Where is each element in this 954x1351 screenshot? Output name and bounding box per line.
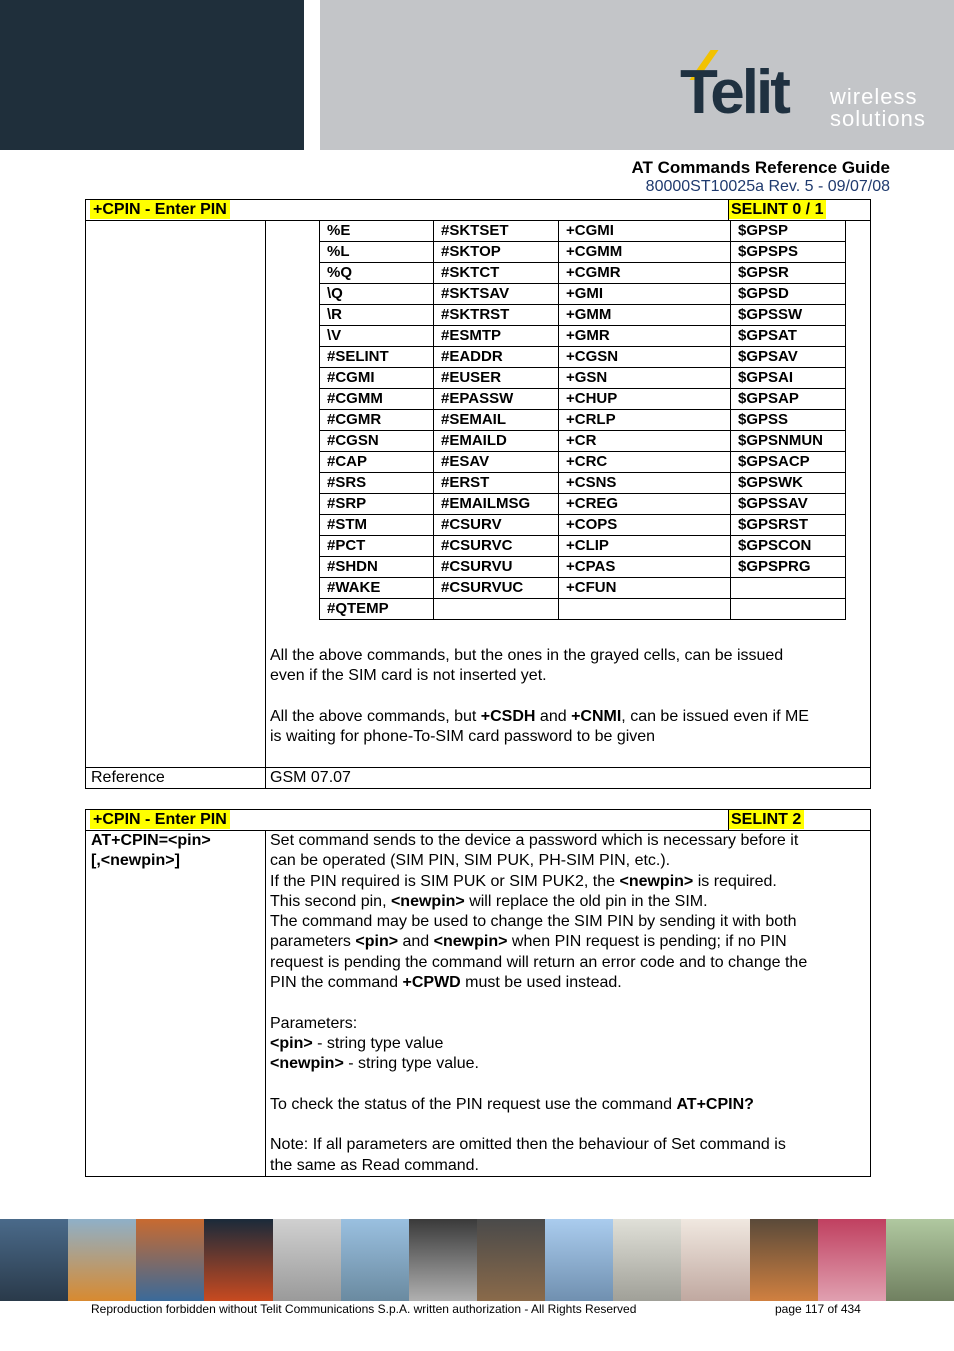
command-syntax-line: AT+CPIN=<pin> <box>91 832 211 849</box>
commands-row <box>320 452 846 473</box>
note-sim-not-inserted <box>270 646 783 687</box>
footer-photo <box>681 1219 749 1301</box>
command-cell: #ESMTP <box>434 326 559 347</box>
command-cell: #SKTRST <box>434 305 559 326</box>
desc-bold: +CPWD <box>402 974 461 992</box>
command-cell: +GMM <box>559 305 731 326</box>
footer-photo <box>273 1219 341 1301</box>
desc-bold: <pin> <box>355 933 399 951</box>
command-cell: #SEMAIL <box>434 410 559 431</box>
commands-row <box>320 368 846 389</box>
param-name: <pin> <box>270 1034 313 1052</box>
command-cell: $GPSNMUN <box>731 431 846 452</box>
commands-row <box>320 431 846 452</box>
command-cell: +GMR <box>559 326 731 347</box>
desc-bold: <newpin> <box>390 892 465 910</box>
commands-row <box>320 494 846 515</box>
commands-row <box>320 305 846 326</box>
command-cell: $GPSR <box>731 263 846 284</box>
selint-badge: SELINT 2 <box>728 810 804 829</box>
command-cell: +CSNS <box>559 473 731 494</box>
command-cell <box>731 578 846 599</box>
command-cell: #QTEMP <box>320 599 434 620</box>
note-bold: +CNMI <box>571 708 622 725</box>
command-cell <box>731 599 846 620</box>
command-cell: #EPASSW <box>434 389 559 410</box>
command-cell: $GPSAI <box>731 368 846 389</box>
commands-row <box>320 326 846 347</box>
desc-text: If the PIN required is SIM PUK or SIM PUK2, the <box>270 872 620 890</box>
selint-badge: SELINT 0 / 1 <box>728 200 826 219</box>
note-phone-to-sim <box>270 707 809 748</box>
column-divider <box>265 830 266 1176</box>
footer-photo <box>136 1219 204 1301</box>
note-bold: +CSDH <box>480 708 536 725</box>
command-cell: %E <box>320 221 434 242</box>
command-cell: +CGMR <box>559 263 731 284</box>
logo-tagline <box>830 86 926 130</box>
command-cell: +CGMM <box>559 242 731 263</box>
logo-text: Telit <box>680 58 788 127</box>
command-cell: $GPSPS <box>731 242 846 263</box>
command-cell: #CSURVC <box>434 536 559 557</box>
command-cell: #CGMI <box>320 368 434 389</box>
footer-photo <box>68 1219 136 1301</box>
command-cell: #SRS <box>320 473 434 494</box>
cpin-selint01-table <box>85 199 871 789</box>
command-cell: +GSN <box>559 368 731 389</box>
footer-photo <box>886 1219 954 1301</box>
command-cell: +CPAS <box>559 557 731 578</box>
command-cell: +GMI <box>559 284 731 305</box>
command-cell: +CHUP <box>559 389 731 410</box>
command-cell: +CLIP <box>559 536 731 557</box>
command-cell: $GPSAV <box>731 347 846 368</box>
doc-title: AT Commands Reference Guide <box>631 158 890 177</box>
command-description <box>270 831 868 1176</box>
desc-text: will replace the old pin in the SIM. <box>464 892 708 910</box>
command-cell: #EMAILD <box>434 431 559 452</box>
desc-line: Set command sends to the device a password which is necessary before it <box>270 832 799 849</box>
command-cell: $GPSS <box>731 410 846 431</box>
param-name: <newpin> <box>270 1055 344 1073</box>
command-cell: $GPSSAV <box>731 494 846 515</box>
command-cell <box>434 599 559 620</box>
desc-line: can be operated (SIM PIN, SIM PUK, PH-SIM PIN, etc.). <box>270 852 671 870</box>
command-cell: #ERST <box>434 473 559 494</box>
commands-row <box>320 284 846 305</box>
desc-text: This second pin, <box>270 892 391 910</box>
commands-row <box>320 389 846 410</box>
note-line: even if the SIM card is not inserted yet. <box>270 667 547 685</box>
footer-photo <box>613 1219 681 1301</box>
command-cell: %Q <box>320 263 434 284</box>
commands-row <box>320 242 846 263</box>
command-cell: $GPSAP <box>731 389 846 410</box>
footer-page-number: page 117 of 434 <box>775 1302 861 1316</box>
footer-photo <box>0 1219 68 1301</box>
commands-row <box>320 347 846 368</box>
command-cell: #SHDN <box>320 557 434 578</box>
section-title-row <box>86 810 870 831</box>
header-dark-panel <box>0 0 304 150</box>
command-cell: #CSURVU <box>434 557 559 578</box>
commands-row <box>320 578 846 599</box>
note-text: and <box>535 708 572 725</box>
command-cell: \R <box>320 305 434 326</box>
doc-reference: 80000ST10025a Rev. 5 - 09/07/08 <box>645 178 890 195</box>
command-cell: $GPSWK <box>731 473 846 494</box>
footer-photo <box>204 1219 272 1301</box>
footer-photo <box>409 1219 477 1301</box>
command-cell: #EUSER <box>434 368 559 389</box>
command-cell: \V <box>320 326 434 347</box>
command-cell: $GPSD <box>731 284 846 305</box>
command-syntax <box>91 831 211 872</box>
command-cell: #CSURV <box>434 515 559 536</box>
command-cell: #SKTCT <box>434 263 559 284</box>
command-cell: %L <box>320 242 434 263</box>
desc-bold: <newpin> <box>433 933 508 951</box>
command-cell: #CGMM <box>320 389 434 410</box>
command-cell: #ESAV <box>434 452 559 473</box>
footer-photo <box>545 1219 613 1301</box>
command-cell: #CGSN <box>320 431 434 452</box>
command-cell: +CRLP <box>559 410 731 431</box>
footer-photo-strip <box>0 1219 954 1301</box>
footer-copyright: Reproduction forbidden without Telit Communications S.p.A. written authorization - All Rights Reserved <box>91 1302 637 1316</box>
desc-text: is required. <box>693 872 777 890</box>
command-cell: #CGMR <box>320 410 434 431</box>
desc-bold: AT+CPIN? <box>676 1095 754 1113</box>
command-cell: #STM <box>320 515 434 536</box>
section-title-row <box>86 200 870 221</box>
section-title: +CPIN - Enter PIN <box>90 200 230 219</box>
commands-row <box>320 599 846 620</box>
param-desc: - string type value. <box>343 1055 479 1073</box>
commands-row <box>320 536 846 557</box>
desc-text: and <box>398 933 434 951</box>
footer-photo <box>341 1219 409 1301</box>
commands-row <box>320 221 846 242</box>
footer-photo <box>818 1219 886 1301</box>
commands-row <box>320 410 846 431</box>
desc-line: The command may be used to change the SIM PIN by sending it with both <box>270 913 797 931</box>
command-cell: +CFUN <box>559 578 731 599</box>
desc-text: must be used instead. <box>460 974 622 992</box>
commands-row <box>320 515 846 536</box>
section-title: +CPIN - Enter PIN <box>90 810 230 829</box>
reference-row <box>86 767 870 789</box>
command-cell: +CRC <box>559 452 731 473</box>
command-cell: #CSURVUC <box>434 578 559 599</box>
command-cell: $GPSPRG <box>731 557 846 578</box>
command-cell: $GPSRST <box>731 515 846 536</box>
command-cell: $GPSAT <box>731 326 846 347</box>
command-cell: +CGSN <box>559 347 731 368</box>
column-divider <box>265 220 266 768</box>
command-cell: $GPSCON <box>731 536 846 557</box>
desc-text: when PIN request is pending; if no PIN <box>507 933 787 951</box>
note-line: Note: If all parameters are omitted then the behaviour of Set command is <box>270 1136 786 1154</box>
command-cell: #SELINT <box>320 347 434 368</box>
command-cell: +COPS <box>559 515 731 536</box>
note-text: , can be issued even if ME <box>621 708 809 725</box>
command-cell: #SKTSET <box>434 221 559 242</box>
command-cell: +CREG <box>559 494 731 515</box>
command-cell: $GPSP <box>731 221 846 242</box>
cpin-selint2-table <box>85 809 871 1177</box>
desc-text: To check the status of the PIN request use the command <box>270 1095 677 1113</box>
desc-line: request is pending the command will return an error code and to change the <box>270 953 808 971</box>
note-line: is waiting for phone-To-SIM card password to be given <box>270 728 656 746</box>
telit-logo <box>676 48 936 138</box>
desc-text: PIN the command <box>270 974 403 992</box>
command-cell: #SRP <box>320 494 434 515</box>
commands-row <box>320 263 846 284</box>
command-cell: #CAP <box>320 452 434 473</box>
commands-table <box>319 220 846 620</box>
title-divider <box>728 200 729 220</box>
title-divider <box>728 810 729 830</box>
command-cell: #SKTOP <box>434 242 559 263</box>
note-line: the same as Read command. <box>270 1156 479 1174</box>
command-cell: \Q <box>320 284 434 305</box>
params-label: Parameters: <box>270 1014 358 1032</box>
command-cell: #EADDR <box>434 347 559 368</box>
reference-value: GSM 07.07 <box>270 769 351 786</box>
command-cell: $GPSACP <box>731 452 846 473</box>
command-cell: $GPSSW <box>731 305 846 326</box>
reference-label: Reference <box>91 769 165 786</box>
param-desc: - string type value <box>312 1034 444 1052</box>
command-cell: #EMAILMSG <box>434 494 559 515</box>
command-cell: +CGMI <box>559 221 731 242</box>
commands-row <box>320 473 846 494</box>
desc-bold: <newpin> <box>619 872 694 890</box>
command-cell: #WAKE <box>320 578 434 599</box>
logo-tagline-2: solutions <box>830 106 926 131</box>
command-cell <box>559 599 731 620</box>
desc-text: parameters <box>270 933 356 951</box>
command-cell: #SKTSAV <box>434 284 559 305</box>
commands-row <box>320 557 846 578</box>
logo-tagline-1: wireless <box>830 84 918 109</box>
command-cell: #PCT <box>320 536 434 557</box>
footer-photo <box>750 1219 818 1301</box>
reference-divider <box>265 768 266 789</box>
command-cell: +CR <box>559 431 731 452</box>
footer-photo <box>477 1219 545 1301</box>
command-syntax-line: [,<newpin>] <box>91 852 180 870</box>
note-text: All the above commands, but <box>270 708 481 725</box>
note-line: All the above commands, but the ones in the grayed cells, can be issued <box>270 647 784 664</box>
